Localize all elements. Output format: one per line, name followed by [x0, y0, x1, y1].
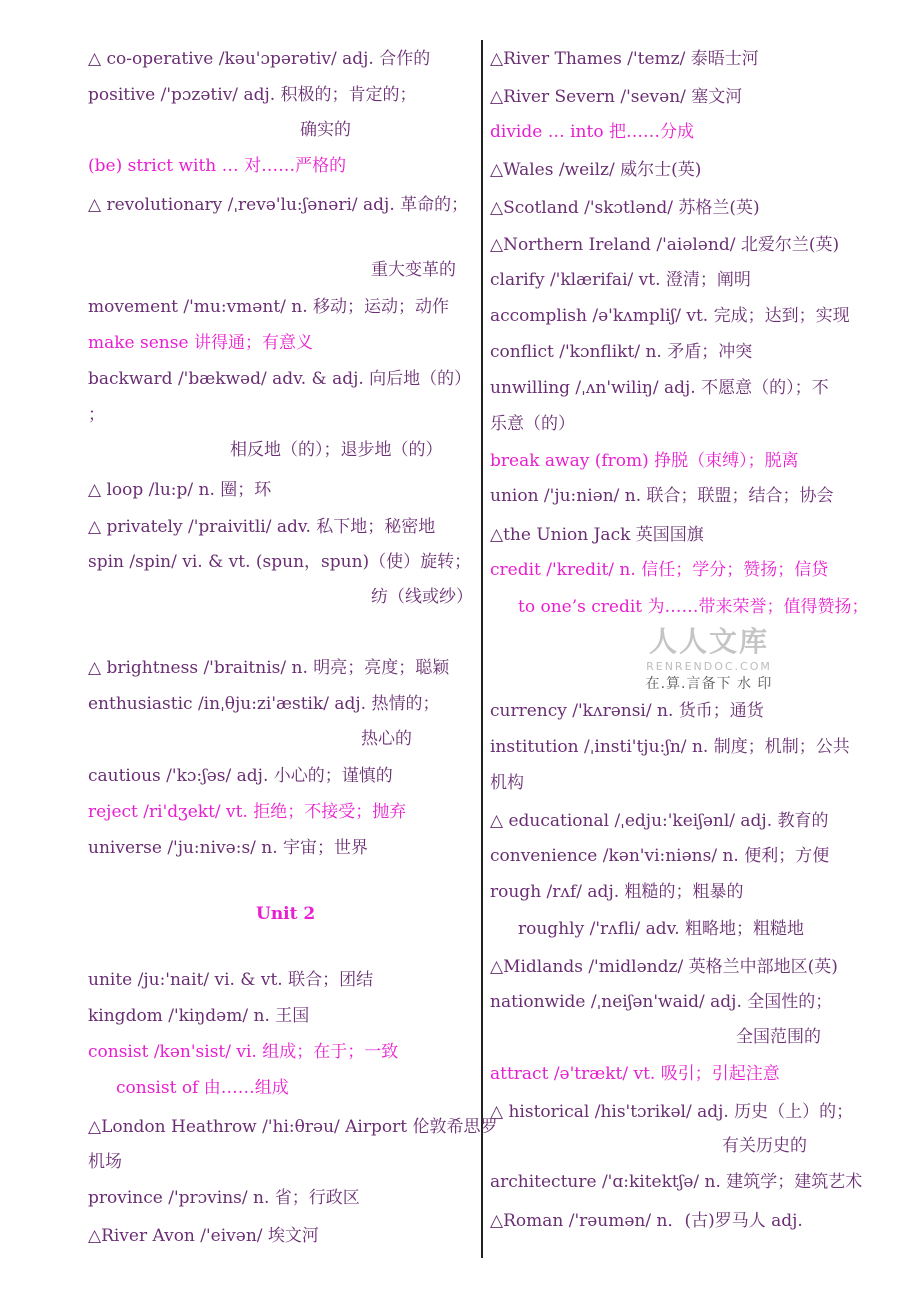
- watermark-subtitle: RENRENDOC.COM: [646, 660, 772, 673]
- watermark-logo: [644, 620, 774, 693]
- entry-historical: △ historical /his'tɔrikəl/ adj. 历史（上）的；: [490, 1102, 854, 1122]
- watermark-title: 人人文库: [648, 625, 769, 658]
- entry-rough: rough /rʌf/ adj. 粗糙的；粗暴的: [490, 882, 744, 902]
- entry-heathrow-cont: 机场: [88, 1152, 122, 1172]
- entry-co-operative: △ co-operative /kəu'ɔpərətiv/ adj. 合作的: [88, 49, 431, 69]
- entry-educational: △ educational /ˌedju:'keiʃənl/ adj. 教育的: [490, 811, 829, 831]
- entry-clarify: clarify /'klærifai/ vt. 澄清；阐明: [490, 270, 751, 290]
- column-divider: [481, 40, 483, 1258]
- entry-divide-into: divide … into 把……分成: [490, 122, 694, 142]
- entry-architecture: architecture /'ɑ:kitektʃə/ n. 建筑学；建筑艺术: [490, 1172, 863, 1192]
- entry-cautious: cautious /'kɔ:ʃəs/ adj. 小心的；谨慎的: [88, 766, 393, 786]
- entry-midlands: △Midlands /'midləndz/ 英格兰中部地区(英): [490, 957, 838, 977]
- entry-credit: credit /'kredit/ n. 信任；学分；赞扬；信贷: [490, 560, 829, 580]
- entry-unwilling: unwilling /ˌʌn'wiliŋ/ adj. 不愿意（的）；不: [490, 378, 829, 398]
- entry-northern-ireland: △Northern Ireland /'aiələnd/ 北爱尔兰(英): [490, 235, 840, 255]
- entry-strict-with: (be) strict with … 对……严格的: [88, 156, 347, 176]
- entry-currency: currency /'kʌrənsi/ n. 货币；通货: [490, 701, 764, 721]
- entry-spin: spin /spin/ vi. & vt. (spun，spun)（使）旋转；: [88, 552, 472, 572]
- entry-nationwide: nationwide /ˌneiʃən'waid/ adj. 全国性的；: [490, 992, 833, 1012]
- entry-backward-semicolon: ；: [88, 405, 105, 425]
- entry-break-away: break away (from) 挣脱（束缚）；脱离: [490, 451, 799, 471]
- entry-spin-cont: 纺（线或纱）: [371, 587, 473, 607]
- entry-roman: △Roman /'rəumən/ n．(古)罗马人 adj.: [490, 1211, 803, 1231]
- entry-river-severn: △River Severn /'sevən/ 塞文河: [490, 87, 743, 107]
- entry-attract: attract /ə'trækt/ vt. 吸引；引起注意: [490, 1064, 780, 1084]
- entry-unite: unite /ju:'nait/ vi. & vt. 联合；团结: [88, 970, 374, 990]
- entry-positive-cont: 确实的: [300, 120, 351, 140]
- entry-river-thames: △River Thames /'temz/ 泰晤士河: [490, 49, 759, 69]
- entry-accomplish: accomplish /ə'kʌmpliʃ/ vt. 完成；达到；实现: [490, 306, 850, 326]
- unit-heading: Unit 2: [256, 904, 316, 924]
- entry-union-jack: △the Union Jack 英国国旗: [490, 525, 704, 545]
- entry-consist-of: consist of 由……组成: [116, 1078, 289, 1098]
- entry-backward-cont: 相反地（的）；退步地（的）: [230, 440, 443, 460]
- entry-enthusiastic-cont: 热心的: [361, 729, 412, 749]
- entry-universe: universe /'ju:nivə:s/ n. 宇宙；世界: [88, 838, 369, 858]
- entry-institution-cont: 机构: [490, 773, 524, 793]
- entry-revolutionary: △ revolutionary /ˌrevə'lu:ʃənəri/ adj. 革命的；: [88, 195, 469, 215]
- entry-revolutionary-cont: 重大变革的: [371, 260, 456, 280]
- entry-enthusiastic: enthusiastic /inˌθju:zi'æstik/ adj. 热情的；: [88, 694, 440, 714]
- entry-consist: consist /kən'sist/ vi. 组成；在于；一致: [88, 1042, 399, 1062]
- entry-wales: △Wales /weilz/ 威尔士(英): [490, 160, 702, 180]
- entry-conflict: conflict /'kɔnflikt/ n. 矛盾；冲突: [490, 342, 753, 362]
- entry-nationwide-cont: 全国范围的: [736, 1027, 821, 1047]
- entry-convenience: convenience /kən'vi:niəns/ n. 便利；方便: [490, 846, 830, 866]
- watermark-stamp: 在.算.言备下 水 印: [645, 676, 773, 692]
- entry-province: province /'prɔvins/ n. 省；行政区: [88, 1188, 360, 1208]
- entry-heathrow: △London Heathrow /'hi:θrəu/ Airport 伦敦希思罗: [88, 1117, 498, 1137]
- entry-scotland: △Scotland /'skɔtlənd/ 苏格兰(英): [490, 198, 760, 218]
- entry-positive: positive /'pɔzətiv/ adj. 积极的；肯定的；: [88, 85, 417, 105]
- entry-river-avon: △River Avon /'eivən/ 埃文河: [88, 1226, 319, 1246]
- entry-make-sense: make sense 讲得通；有意义: [88, 333, 313, 353]
- entry-union: union /'ju:niən/ n. 联合；联盟；结合；协会: [490, 486, 834, 506]
- entry-brightness: △ brightness /'braitnis/ n. 明亮；亮度；聪颖: [88, 658, 450, 678]
- entry-to-ones-credit: to one’s credit 为……带来荣誉；值得赞扬；: [518, 597, 869, 617]
- entry-loop: △ loop /lu:p/ n. 圈；环: [88, 480, 272, 500]
- entry-movement: movement /'mu:vmənt/ n. 移动；运动；动作: [88, 297, 450, 317]
- entry-privately: △ privately /'praivitli/ adv. 私下地；秘密地: [88, 517, 436, 537]
- entry-institution: institution /ˌinsti'tju:ʃn/ n. 制度；机制；公共: [490, 737, 850, 757]
- entry-roughly: roughly /'rʌfli/ adv. 粗略地；粗糙地: [518, 919, 805, 939]
- entry-kingdom: kingdom /'kiŋdəm/ n. 王国: [88, 1006, 310, 1026]
- entry-reject: reject /ri'dʒekt/ vt. 拒绝；不接受；抛弃: [88, 802, 407, 822]
- entry-unwilling-cont: 乐意（的）: [490, 414, 575, 434]
- entry-backward: backward /'bækwəd/ adv. & adj. 向后地（的）: [88, 369, 472, 389]
- entry-historical-cont: 有关历史的: [722, 1136, 807, 1156]
